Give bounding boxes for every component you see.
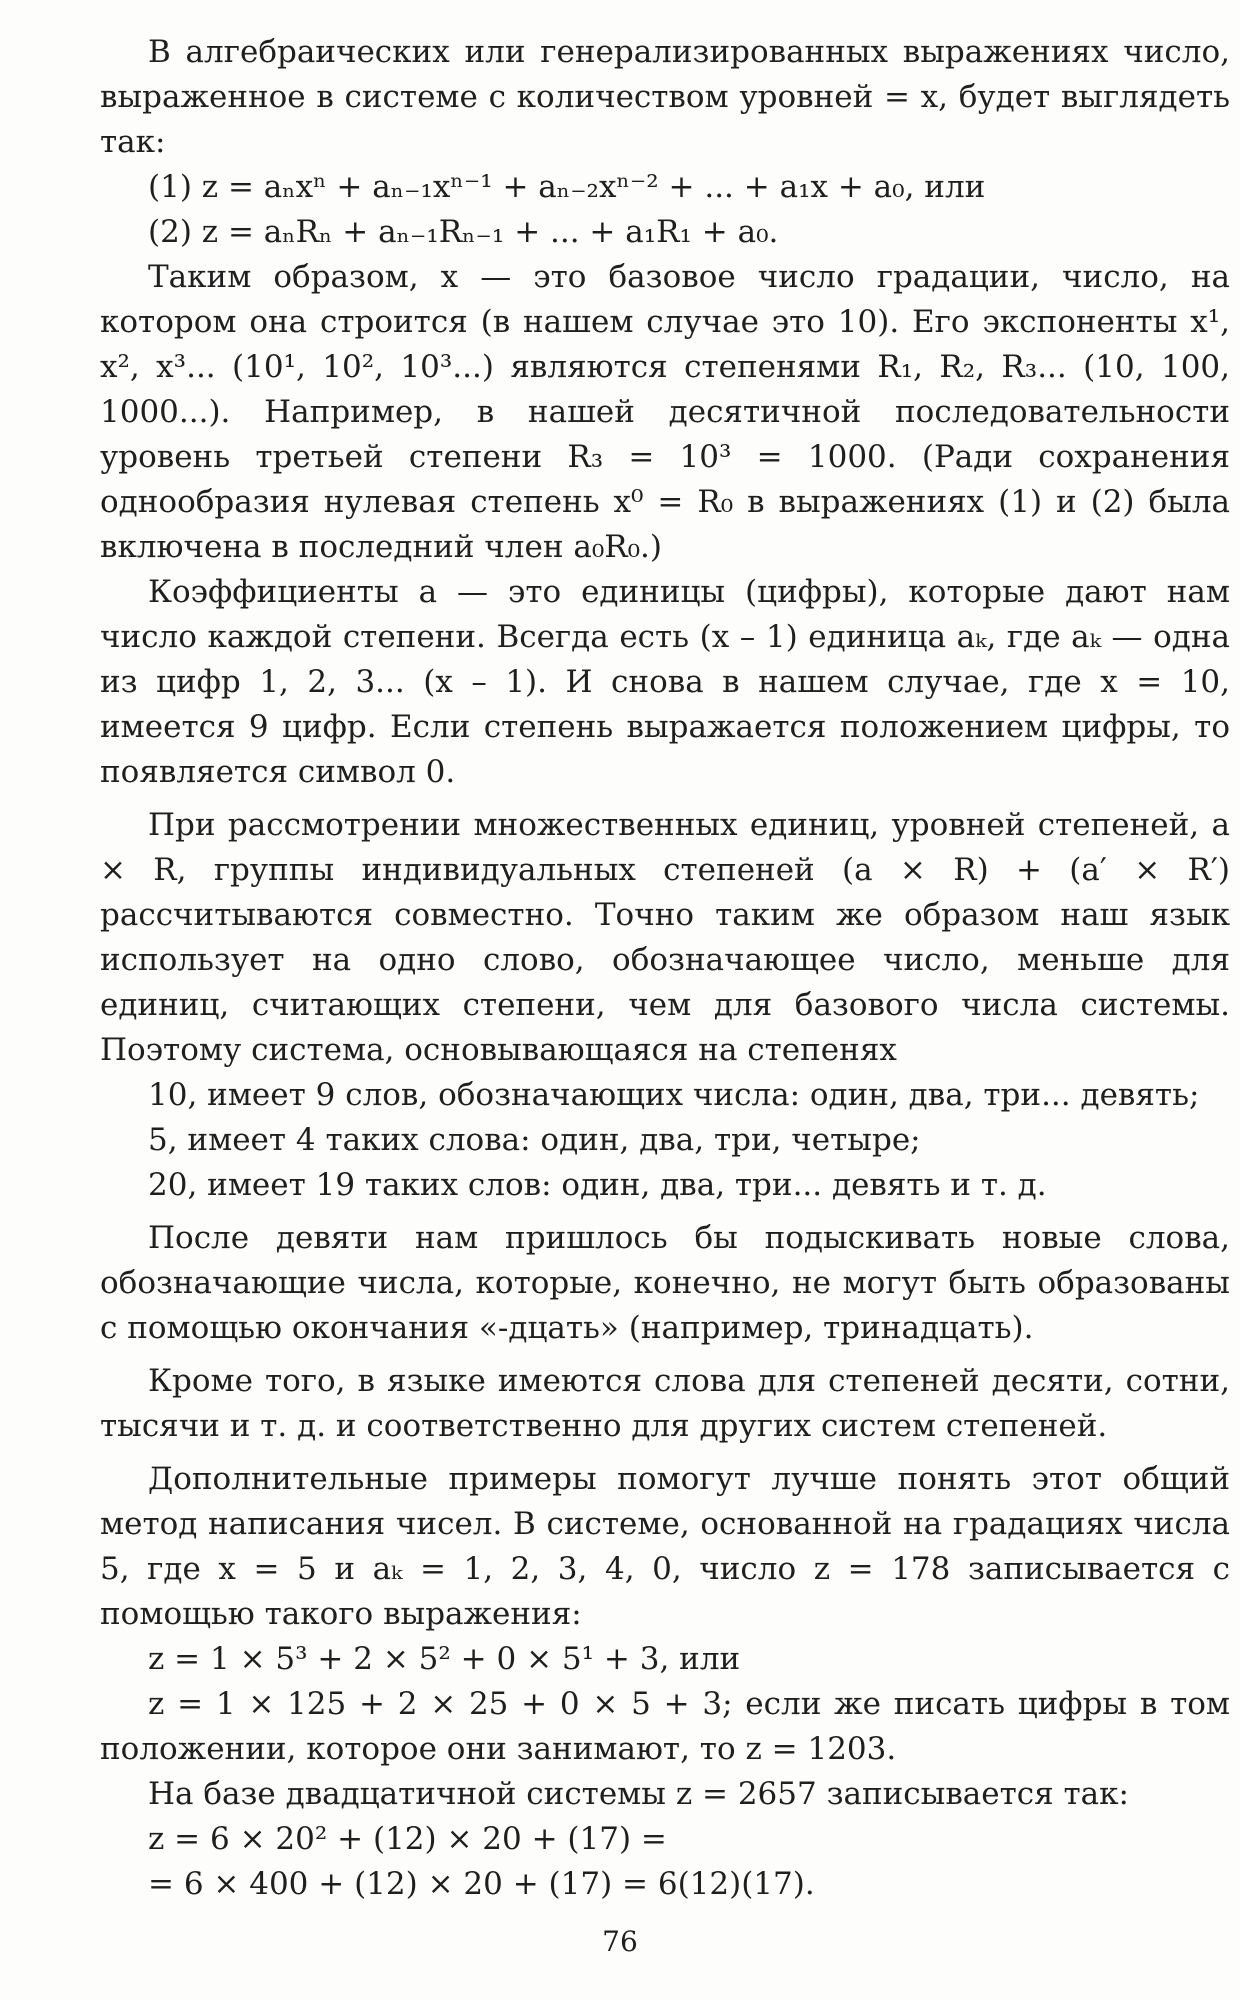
formula-4: z = 6 × 20² + (12) × 20 + (17) = bbox=[148, 1821, 667, 1857]
list-item-10: 10, имеет 9 слов, обозначающих числа: один, два, три... девять; bbox=[148, 1077, 1200, 1113]
paragraph-multiple-units: При рассмотрении множественных единиц, уровней степеней, a × R, группы индивидуальных степеней (a × R) + (a′ × R′) рассчитываются совместно. Точно таким же образом наш язык использует на одно слово, обозначающее число, меньше для единиц, считающих степени, чем для базового числа системы. Поэтому система, основывающаяся на степенях bbox=[100, 807, 1230, 1068]
formula-1: (1) z = aₙxⁿ + aₙ₋₁xⁿ⁻¹ + aₙ₋₂xⁿ⁻² + ... + a₁x + a₀, или bbox=[148, 169, 986, 205]
formula-2: (2) z = aₙRₙ + aₙ₋₁Rₙ₋₁ + ... + a₁R₁ + a₀. bbox=[148, 214, 779, 250]
paragraph-vigesimal: На базе двадцатичной системы z = 2657 записывается так: bbox=[148, 1776, 1129, 1812]
paragraph-examples: Дополнительные примеры помогут лучше понять этот общий метод написания чисел. В системе, основанной на градациях числа 5, где x = 5 и aₖ = 1, 2, 3, 4, 0, число z = 178 записывается с помощью такого выражения: bbox=[100, 1461, 1230, 1632]
list-item-5: 5, имеет 4 таких слова: один, два, три, четыре; bbox=[148, 1122, 921, 1158]
list-item-20: 20, имеет 19 таких слов: один, два, три... девять и т. д. bbox=[148, 1167, 1047, 1203]
paragraph-intro: В алгебраических или генерализированных выражениях число, выраженное в системе с количеством уровней = x, будет выглядеть так: bbox=[100, 34, 1230, 160]
page-number: 76 bbox=[602, 1925, 638, 1958]
paragraph-coefficients: Коэффициенты a — это единицы (цифры), которые дают нам число каждой степени. Всегда есть (x – 1) единица aₖ, где aₖ — одна из цифр 1, 2, 3... (x – 1). И снова в нашем случае, где x = 10, имеется 9 цифр. Если степень выражается положением цифры, то появляется символ 0. bbox=[100, 574, 1230, 790]
paragraph-base: Таким образом, x — это базовое число градации, число, на котором она строится (в нашем случае это 10). Его экспоненты x¹, x², x³... (10¹, 10², 10³...) являются степенями R₁, R₂, R₃... (10, 100, 1000...). Например, в нашей десятичной последовательности уровень третьей степени R₃ = 10³ = 1000. (Ради сохранения однообразия нулевая степень x⁰ = R₀ в выражениях (1) и (2) была включена в последний член a₀R₀.) bbox=[100, 259, 1230, 565]
paragraph-words-for-powers: Кроме того, в языке имеются слова для степеней десяти, сотни, тысячи и т. д. и соответственно для других систем степеней. bbox=[100, 1363, 1230, 1444]
page-body bbox=[100, 30, 1230, 1907]
formula-3: z = 1 × 5³ + 2 × 5² + 0 × 5¹ + 3, или bbox=[148, 1641, 741, 1677]
paragraph-after-nine: После девяти нам пришлось бы подыскивать новые слова, обозначающие числа, которые, конечно, не могут быть образованы с помощью окончания «-дцать» (например, тринадцать). bbox=[100, 1220, 1230, 1346]
formula-5: = 6 × 400 + (12) × 20 + (17) = 6(12)(17). bbox=[148, 1866, 815, 1902]
paragraph-example-positional: z = 1 × 125 + 2 × 25 + 0 × 5 + 3; если же писать цифры в том положении, которое они занимают, то z = 1203. bbox=[100, 1686, 1230, 1767]
